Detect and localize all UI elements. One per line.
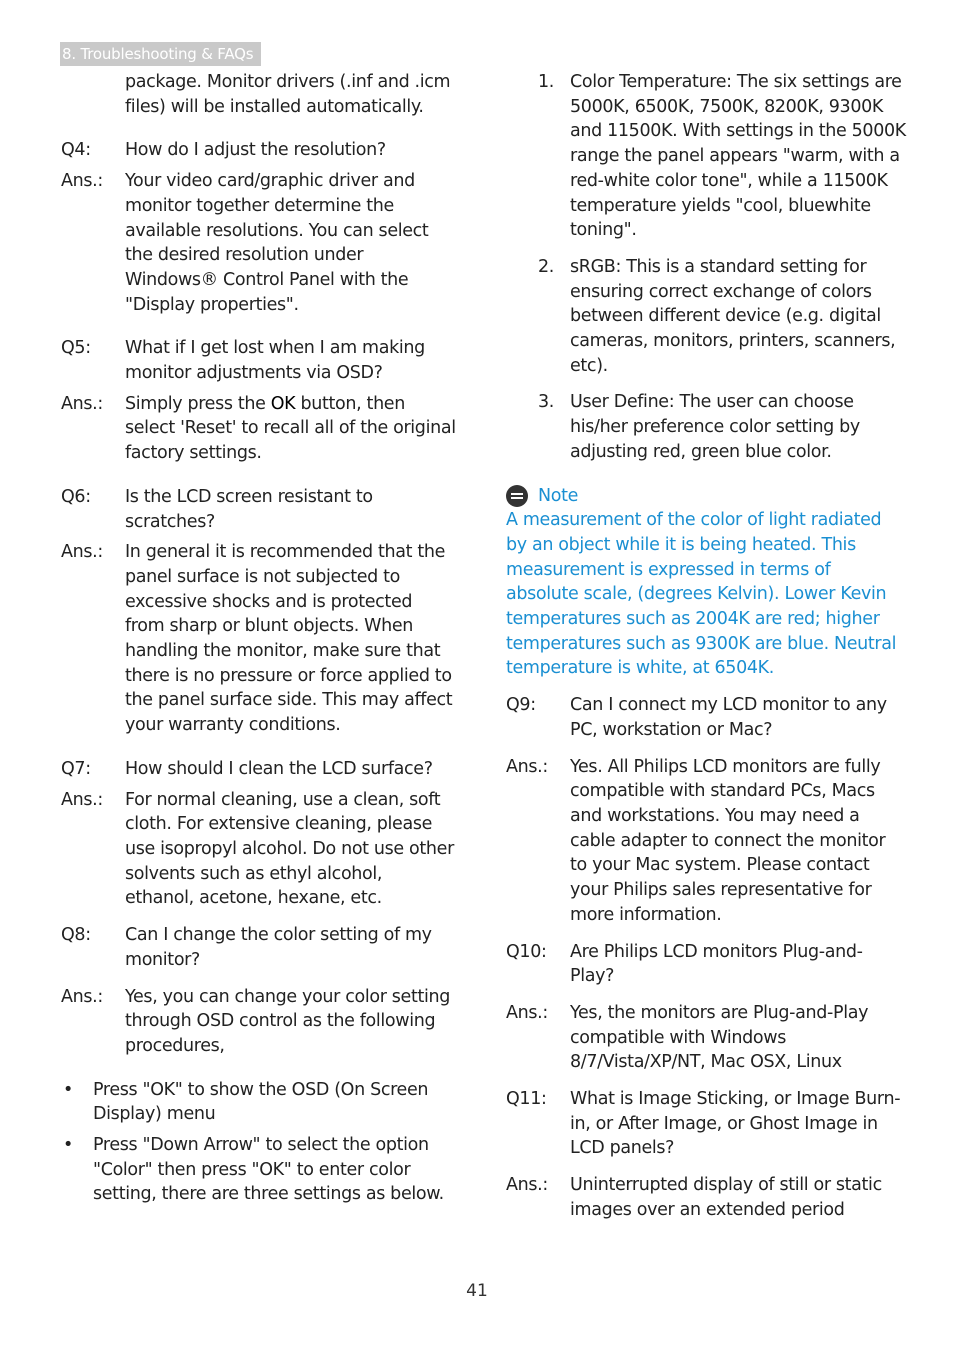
answer-label: Ans.: (61, 542, 103, 563)
item-number: 2. (538, 256, 554, 277)
answer-text: Uninterrupted display of still or static images over an extended period (570, 1175, 882, 1220)
question-7 (61, 757, 456, 782)
answer-text: Your video card/graphic driver and monitor together determine the available resolutions. You can select the desired resolution under Windows® Control Panel with the "Display properties". (125, 171, 429, 315)
answer-5 (61, 392, 456, 466)
question-9 (506, 693, 906, 742)
left-column (61, 70, 456, 1207)
item-number: 3. (538, 392, 554, 413)
numbered-item (506, 255, 906, 379)
answer-10 (506, 1001, 906, 1075)
question-label: Q9: (506, 695, 536, 716)
question-text: Can I change the color setting of my monitor? (125, 925, 432, 970)
question-text: What is Image Sticking, or Image Burn-in, or After Image, or Ghost Image in LCD panels? (570, 1089, 901, 1159)
bullet-item (61, 1078, 456, 1127)
question-text: Are Philips LCD monitors Plug-and-Play? (570, 941, 863, 987)
section-header-tab: 8. Troubleshooting & FAQs (60, 42, 261, 66)
bullet-text: Press "OK" to show the OSD (On Screen Display) menu (93, 1079, 429, 1125)
answer-8 (61, 985, 456, 1059)
numbered-item (506, 390, 906, 464)
note-heading (506, 484, 906, 509)
question-label: Q10: (506, 941, 547, 962)
ok-button-ref: OK (270, 393, 296, 414)
question-5 (61, 336, 456, 385)
answer-label: Ans.: (61, 393, 103, 414)
question-text: How do I adjust the resolution? (125, 140, 386, 161)
item-text: Color Temperature: The six settings are 5000K, 6500K, 7500K, 8200K, 9300K and 11500K. With settings in the 5000K range the panel appears "warm, with a red-white color tone", while a 11500K temperature yields "cool, bluewhite toning". (570, 72, 906, 241)
question-10 (506, 940, 906, 989)
answer-text: Yes, you can change your color setting through OSD control as the following procedures, (125, 986, 450, 1056)
question-4 (61, 138, 456, 163)
answer-label: Ans.: (61, 171, 103, 192)
question-text: Can I connect my LCD monitor to any PC, workstation or Mac? (570, 695, 887, 740)
answer-label: Ans.: (506, 756, 548, 777)
question-label: Q7: (61, 758, 91, 779)
note-icon (506, 485, 528, 507)
answer-text: For normal cleaning, use a clean, soft cloth. For extensive cleaning, please use isopropyl alcohol. Do not use other solvents such as ethyl alcohol, ethanol, acetone, hexane, etc. (125, 789, 454, 909)
answer-text: Yes, the monitors are Plug-and-Play compatible with Windows 8/7/Vista/XP/NT, Mac OSX, Linux (570, 1002, 869, 1073)
answer-4 (61, 169, 456, 317)
numbered-item (506, 70, 906, 243)
answer-9 (506, 755, 906, 928)
answer-text: Yes. All Philips LCD monitors are fully compatible with standard PCs, Macs and workstations. You may need a cable adapter to connect the monitor to your Mac system. Please contact your Philips sales representative for more information. (570, 756, 886, 925)
answer-label: Ans.: (506, 1002, 548, 1023)
question-label: Q4: (61, 140, 91, 161)
right-column (506, 70, 906, 1223)
bullet-text: Press "Down Arrow" to select the option "Color" then press "OK" to enter color setting, there are three settings as below. (93, 1135, 444, 1205)
bullet-icon: • (63, 1135, 73, 1156)
question-text: What if I get lost when I am making monitor adjustments via OSD? (125, 338, 425, 384)
answer-text: In general it is recommended that the panel surface is not subjected to excessive shocks and is protected from sharp or blunt objects. When handling the monitor, make sure that there is no pressure or force applied to the panel surface side. This may affect your warranty conditions. (125, 542, 453, 736)
question-8 (61, 923, 456, 972)
question-text: Is the LCD screen resistant to scratches? (125, 486, 373, 532)
bullet-item (61, 1133, 456, 1207)
question-label: Q6: (61, 486, 91, 507)
question-label: Q11: (506, 1089, 547, 1110)
note-text: A measurement of the color of light radiated by an object while it is being heated. This measurement is expressed in terms of absolute scale, (degrees Kelvin). Lower Kevin temperatures such as 2004K are red; higher temperatures such as 9300K are blue. Neutral temperature is white, at 6504K. (506, 510, 897, 679)
answer-label: Ans.: (61, 789, 103, 810)
question-text: How should I clean the LCD surface? (125, 758, 433, 779)
item-number: 1. (538, 72, 554, 92)
page-number: 41 (466, 1281, 488, 1301)
answer-6 (61, 540, 456, 738)
answer-7 (61, 788, 456, 912)
answer-label: Ans.: (506, 1175, 548, 1196)
question-6 (61, 485, 456, 534)
question-label: Q5: (61, 338, 91, 359)
answer-11 (506, 1173, 906, 1222)
note-title: Note (538, 485, 579, 506)
question-label: Q8: (61, 925, 91, 946)
question-11 (506, 1087, 906, 1161)
answer-label: Ans.: (61, 986, 103, 1007)
answer-text: Simply press the OK button, then select 'Reset' to recall all of the original factory settings. (125, 393, 456, 464)
bullet-icon: • (63, 1079, 73, 1100)
intro-continuation: package. Monitor drivers (.inf and .icm files) will be installed automatically. (125, 72, 451, 117)
item-text: sRGB: This is a standard setting for ensuring correct exchange of colors between different device (e.g. digital cameras, monitors, printers, scanners, etc). (570, 256, 896, 376)
item-text: User Define: The user can choose his/her preference color setting by adjusting red, green blue color. (570, 392, 860, 462)
